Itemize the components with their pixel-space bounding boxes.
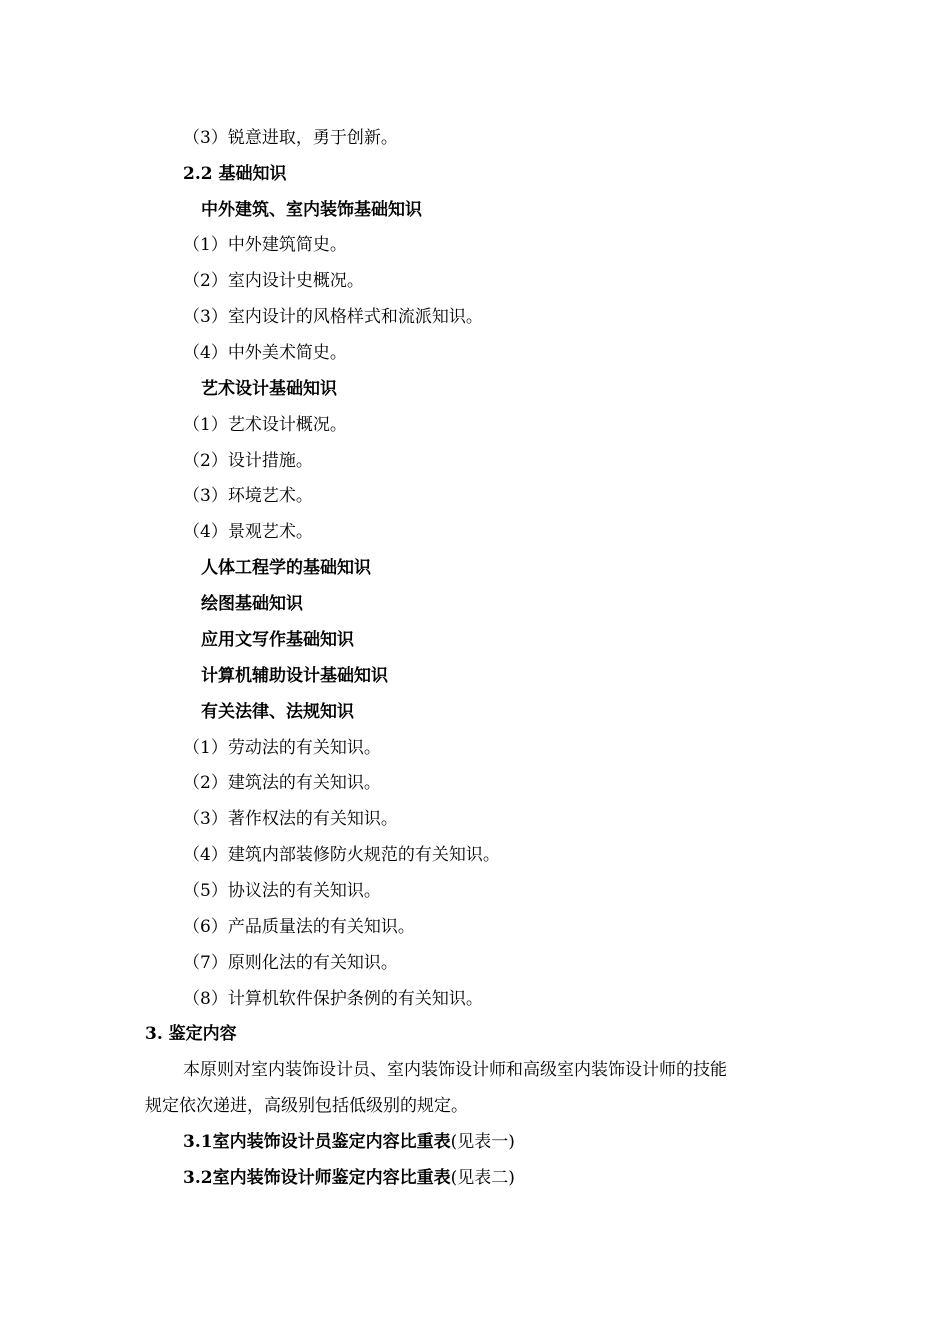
paragraph-line: 本原则对室内装饰设计员、室内装饰设计师和高级室内装饰设计师的技能 [183, 1060, 727, 1080]
list-item: （2）设计措施。 [183, 451, 313, 471]
table-reference [183, 1167, 515, 1189]
list-item: （1）劳动法的有关知识。 [183, 738, 381, 758]
table-reference-note: (见表二) [450, 1168, 515, 1188]
subsection-heading: 计算机辅助设计基础知识 [201, 666, 388, 686]
list-item: （5）协议法的有关知识。 [183, 881, 381, 901]
table-reference-note: (见表一) [450, 1132, 515, 1152]
subsection-heading: 人体工程学的基础知识 [201, 558, 371, 578]
list-item: （3）环境艺术。 [183, 486, 313, 506]
table-reference-title: 3.1室内装饰设计员鉴定内容比重表 [183, 1132, 451, 1152]
list-item: （6）产品质量法的有关知识。 [183, 917, 415, 937]
list-item: （1）中外建筑简史。 [183, 235, 347, 255]
subsection-heading: 应用文写作基础知识 [201, 630, 354, 650]
table-reference-title: 3.2室内装饰设计师鉴定内容比重表 [183, 1168, 451, 1188]
subsection-heading: 艺术设计基础知识 [201, 379, 337, 399]
list-item: （8）计算机软件保护条例的有关知识。 [183, 989, 483, 1009]
subsection-heading: 有关法律、法规知识 [201, 702, 354, 722]
list-item: （4）建筑内部装修防火规范的有关知识。 [183, 845, 500, 865]
list-item: （1）艺术设计概况。 [183, 415, 347, 435]
paragraph-line: 规定依次递进，高级别包括低级别的规定。 [145, 1096, 468, 1116]
list-item: （3）锐意进取，勇于创新。 [183, 128, 398, 148]
list-item: （2）建筑法的有关知识。 [183, 773, 381, 793]
list-item: （7）原则化法的有关知识。 [183, 953, 398, 973]
list-item: （4）景观艺术。 [183, 522, 313, 542]
list-item: （2）室内设计史概况。 [183, 271, 364, 291]
subsection-heading: 绘图基础知识 [201, 594, 303, 614]
list-item: （4）中外美术简史。 [183, 343, 347, 363]
section-heading: 3. 鉴定内容 [145, 1024, 237, 1044]
list-item: （3）室内设计的风格样式和流派知识。 [183, 307, 483, 327]
subsection-heading: 中外建筑、室内装饰基础知识 [201, 200, 422, 220]
table-reference [183, 1131, 515, 1153]
list-item: （3）著作权法的有关知识。 [183, 809, 398, 829]
section-heading: 2.2 基础知识 [183, 164, 287, 184]
